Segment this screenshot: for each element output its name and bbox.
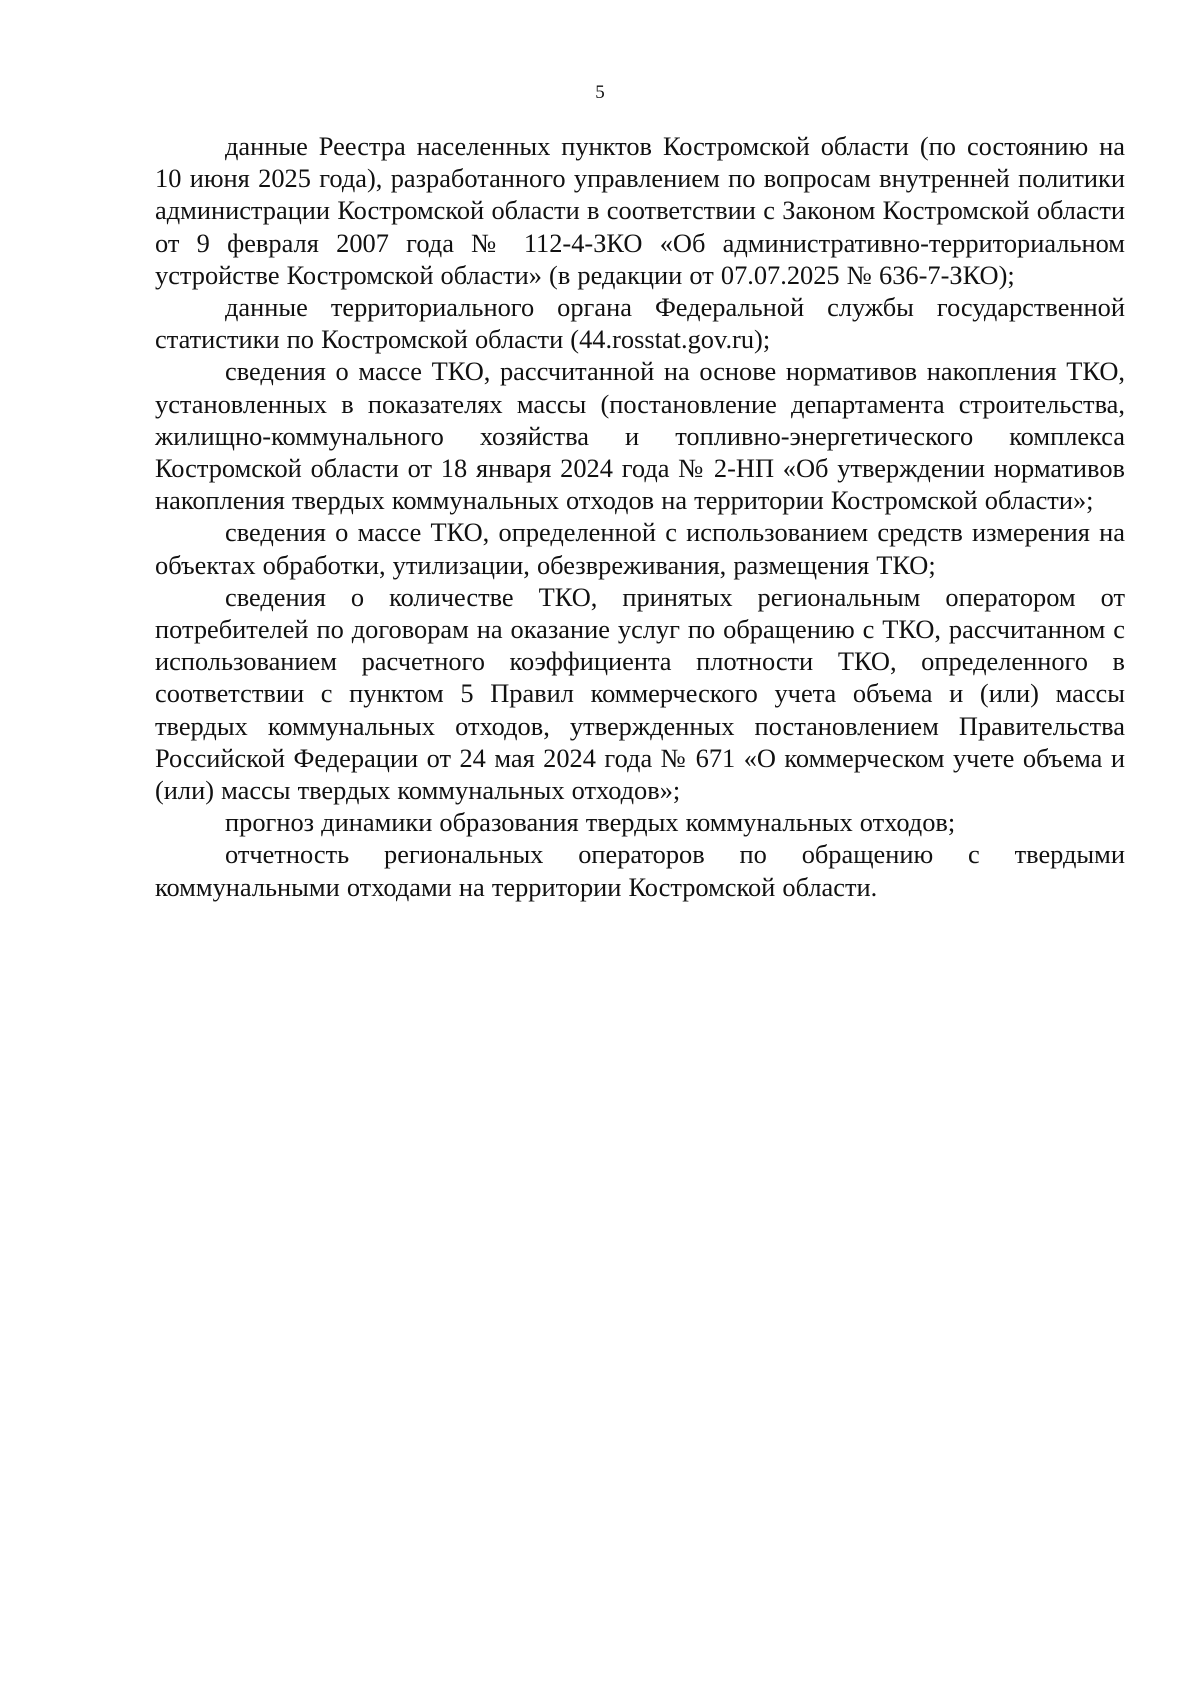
paragraph-waste-forecast: прогноз динамики образования твердых коммунальных отходов; — [225, 807, 956, 838]
document-body — [155, 130, 1125, 903]
paragraph-tko-mass-measured: сведения о массе ТКО, определенной с использованием средств измерения на объектах обработки, утилизации, обезвреживания, размещения ТКО; — [155, 517, 1125, 580]
paragraph-operator-reports: отчетность региональных операторов по обращению с твердыми коммунальными отходами на территории Костромской области. — [155, 839, 1125, 902]
paragraph-tko-quantity-operator: сведения о количестве ТКО, принятых региональным оператором от потребителей по договорам на оказание услуг по обращению с ТКО, рассчитанном с использованием расчетного коэффициента плотности ТКО, определенного в соответствии с пунктом 5 Правил коммерческого учета объема и (или) массы твердых коммунальных отходов, утвержденных постановлением Правительства Российской Федерации от 24 мая 2024 года № 671 «О коммерческом учете объема и (или) массы твердых коммунальных отходов»; — [155, 581, 1125, 806]
paragraph-rosstat-data: данные территориального органа Федеральной службы государственной статистики по Костромской области (44.rosstat.gov.ru); — [155, 292, 1125, 355]
page-number: 5 — [595, 82, 605, 103]
paragraph-settlements-registry: данные Реестра населенных пунктов Костромской области (по состоянию на 10 июня 2025 года), разработанного управлением по вопросам внутренней политики администрации Костромской области в соответствии с Законом Костромской области от 9 февраля 2007 года № 112-4-ЗКО «Об административно-территориальном устройстве Костромской области» (в редакции от 07.07.2025 № 636-7-ЗКО); — [155, 131, 1125, 290]
paragraph-tko-mass-norms: сведения о массе ТКО, рассчитанной на основе нормативов накопления ТКО, установленных в показателях массы (постановление департамента строительства, жилищно-коммунального хозяйства и топливно-энергетического комплекса Костромской области от 18 января 2024 года № 2-НП «Об утверждении нормативов накопления твердых коммунальных отходов на территории Костромской области»; — [155, 356, 1125, 516]
